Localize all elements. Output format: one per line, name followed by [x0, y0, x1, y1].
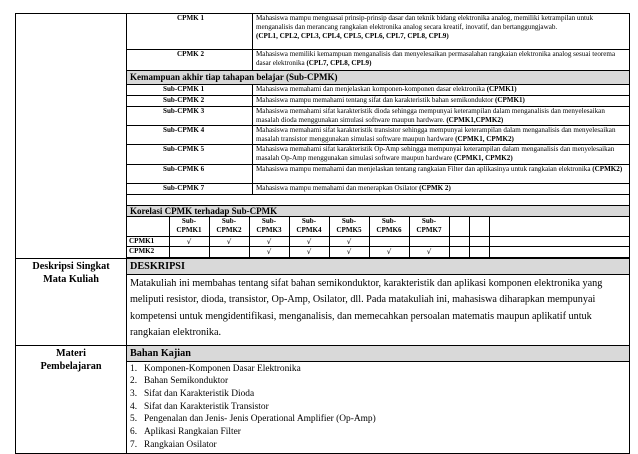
subcpmk-desc: Mahasiswa mampu memahami dan menjelaskan tentang rangkaian Filter dan aplikasinya untuk rangkaian elektronika	[256, 164, 591, 173]
cpmk-text	[253, 50, 630, 71]
check-cell	[169, 247, 209, 257]
check-cell: √	[169, 236, 209, 247]
empty-cell	[489, 247, 629, 257]
korelasi-row	[127, 247, 629, 257]
check-cell	[209, 247, 249, 257]
subcpmk-text	[253, 85, 630, 96]
check-cell: √	[329, 236, 369, 247]
subcpmk-text	[253, 145, 630, 164]
deskripsi-label: Deskripsi Singkat Mata Kuliah	[16, 258, 127, 345]
empty-cell	[469, 217, 489, 237]
col-header: Sub- CPMK7	[409, 217, 449, 237]
check-cell: √	[289, 236, 329, 247]
korelasi-cell	[127, 216, 630, 257]
subcpmk-refs: (CPMK1, CPMK2)	[455, 135, 514, 144]
subcpmk-text	[253, 96, 630, 107]
check-cell	[369, 236, 409, 247]
subcpmk-text	[253, 183, 630, 194]
col-header: Sub- CPMK4	[289, 217, 329, 237]
subcpmk-text	[253, 126, 630, 145]
col-header: Sub- CPMK3	[249, 217, 289, 237]
list-item: 4. Sifat dan Karakteristik Transistor	[130, 401, 269, 412]
cpmk-desc: Mahasiswa mampu menguasai prinsip-prinsip dasar dan teknik bidang elektronika analog, memiliki ketrampilan untuk menganalisis dan merancang rangkaian elektronika analog secara kreatif, inovatif, dan bertanggungjawab.	[256, 14, 594, 32]
corner-cell	[127, 217, 169, 237]
deskripsi-row	[16, 258, 630, 345]
cpmk-code: CPMK 1	[127, 14, 253, 50]
deskripsi-content	[127, 258, 630, 345]
empty-cell	[449, 247, 469, 257]
row-header: CPMK2	[127, 247, 169, 257]
check-cell: √	[249, 247, 289, 257]
subcpmk-code: Sub-CPMK 5	[127, 145, 253, 164]
check-cell	[409, 236, 449, 247]
empty-cell	[469, 247, 489, 257]
empty-cell	[449, 217, 469, 237]
subcpmk-refs: (CPMK1)	[486, 85, 517, 93]
list-item: 7. Rangkaian Osilator	[130, 439, 217, 450]
subcpmk-refs: (CPMK1)	[494, 96, 525, 104]
subcpmk-title: Kemampuan akhir tiap tahapan belajar (Sub-CPMK)	[127, 71, 630, 85]
cpmk-refs: (CPL7, CPL8, CPL9)	[306, 59, 372, 68]
cpmk-refs: (CPL1, CPL2, CPL3, CPL4, CPL5, CPL6, CPL7, CPL8, CPL9)	[256, 32, 449, 41]
cpmk-desc: Mahasiswa memiliki kemampuan menganalisis dan menyelesaikan permasalahan rangkaian elektronika analog sesuai teorema dasar elektronika	[256, 50, 616, 68]
subcpmk-code: Sub-CPMK 6	[127, 164, 253, 183]
check-cell: √	[209, 236, 249, 247]
spacer-cell	[127, 194, 630, 205]
cpmk-text	[253, 14, 630, 50]
bahan-kajian-list	[127, 362, 629, 454]
col-header: Sub- CPMK5	[329, 217, 369, 237]
subcpmk-desc: Mahasiswa memahami sifat karakteristik dioda sehingga mempunyai keterampilan dalam menganalisis dan menyelesaikan masalah dioda menggunakan simulasi software maupun hardware.	[256, 107, 605, 125]
subcpmk-code: Sub-CPMK 7	[127, 183, 253, 194]
check-cell: √	[369, 247, 409, 257]
list-item: 6. Aplikasi Rangkaian Filter	[130, 427, 241, 438]
col-header: Sub- CPMK6	[369, 217, 409, 237]
rps-table	[15, 13, 630, 454]
left-empty-cell	[16, 14, 127, 259]
list-item: 5. Pengenalan dan Jenis- Jenis Operational Amplifier (Op-Amp)	[130, 414, 376, 425]
empty-cell	[489, 217, 629, 237]
col-header: Sub- CPMK1	[169, 217, 209, 237]
korelasi-matrix	[127, 217, 629, 257]
materi-row	[16, 345, 630, 454]
check-cell: √	[289, 247, 329, 257]
list-item: 2. Bahan Semikonduktor	[130, 376, 229, 387]
list-item: 1. Komponen-Komponen Dasar Elektronika	[130, 363, 301, 374]
subcpmk-refs: (CPMK1, CPMK2)	[454, 154, 513, 163]
subcpmk-text	[253, 107, 630, 126]
check-cell: √	[409, 247, 449, 257]
row-header: CPMK1	[127, 236, 169, 247]
subcpmk-desc: Mahasiswa memahami sifat karakteristik Op-Amp sehingga mempunyai keterampilan dalam menganalisis dan menyelesaikan masalah Op-Amp menggunakan simulasi software maupun hardware	[256, 145, 615, 163]
check-cell: √	[249, 236, 289, 247]
col-header: Sub- CPMK2	[209, 217, 249, 237]
check-cell: √	[329, 247, 369, 257]
empty-cell	[469, 236, 489, 247]
subcpmk-desc: Mahasiswa mampu memahami tentang sifat dan karakteristik bahan semikonduktor	[256, 96, 494, 104]
materi-label: Materi Pembelajaran	[16, 345, 127, 454]
subcpmk-code: Sub-CPMK 4	[127, 126, 253, 145]
deskripsi-text: Matakuliah ini membahas tentang sifat bahan semikonduktor, karakteristik dan aplikasi komponen elektronika yang meliputi resistor, dioda, transistor, Op-Amp, Osilator, dll. Pada matakuliah ini, mahasiswa diharapkan mempunyai kompetensi untuk mengidentifikasi, menganalisis, dan memecahkan persoalan matematis maupun aplikatif untuk rangkaian elektronika.	[130, 277, 603, 339]
materi-content	[127, 345, 630, 454]
subcpmk-code: Sub-CPMK 1	[127, 85, 253, 96]
cpmk-row	[16, 14, 630, 50]
subcpmk-desc: Mahasiswa memahami sifat karakteristik transistor sehingga mempunyai keterampilan dalam menganalisis dan menyelesaikan masalah transistor menggunakan simulasi software maupun hardware	[256, 126, 616, 144]
korelasi-title: Korelasi CPMK terhadap Sub-CPMK	[127, 205, 630, 216]
bahan-kajian-title: Bahan Kajian	[127, 346, 629, 362]
korelasi-header	[127, 217, 629, 237]
empty-cell	[489, 236, 629, 247]
subcpmk-refs: (CPMK2)	[592, 164, 623, 173]
subcpmk-code: Sub-CPMK 2	[127, 96, 253, 107]
korelasi-row	[127, 236, 629, 247]
subcpmk-refs: (CPMK1,CPMK2)	[446, 116, 504, 125]
deskripsi-title: DESKRIPSI	[127, 259, 629, 275]
subcpmk-text	[253, 164, 630, 183]
list-item: 3. Sifat dan Karakteristik Dioda	[130, 388, 255, 399]
subcpmk-refs: (CPMK 2)	[419, 183, 451, 192]
cpmk-code: CPMK 2	[127, 50, 253, 71]
empty-cell	[449, 236, 469, 247]
subcpmk-desc: Mahasiswa mampu memahami dan menerapkan Osilator	[256, 183, 418, 192]
subcpmk-desc: Mahasiswa memahami dan menjelaskan komponen-komponen dasar elektronika	[256, 85, 485, 93]
subcpmk-code: Sub-CPMK 3	[127, 107, 253, 126]
